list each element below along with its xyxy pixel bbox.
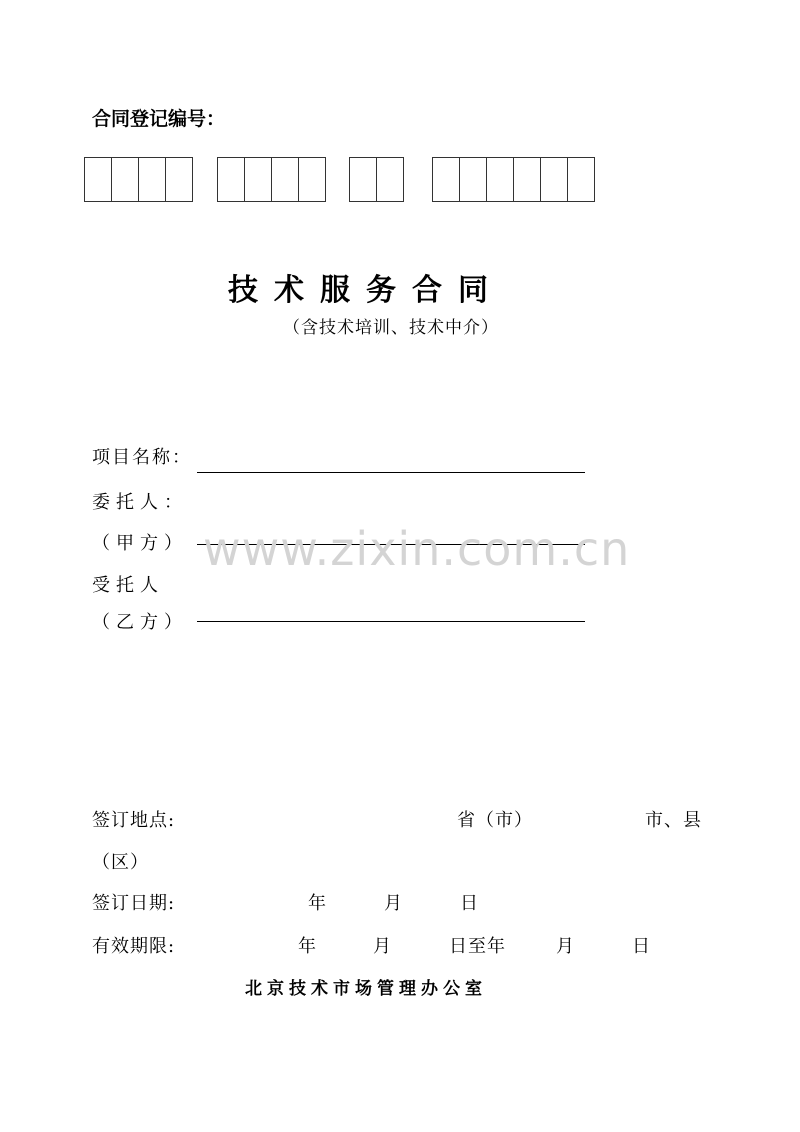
validity-end-month-label: 月 <box>556 936 575 957</box>
trustee-role-label: （乙方） <box>92 612 188 633</box>
trustee-label: 受托人 <box>92 575 164 596</box>
registration-digit-box <box>139 158 166 201</box>
validity-day-to-year-label: 日至年 <box>449 936 506 957</box>
registration-number-label: 合同登记编号： <box>92 108 226 130</box>
signing-place-label: 签订地点: <box>92 810 176 831</box>
project-name-line <box>197 472 585 473</box>
issuing-office: 北京技术市场管理办公室 <box>245 979 487 999</box>
project-name-label: 项目名称： <box>92 447 192 468</box>
registration-digit-box <box>166 158 193 201</box>
registration-digit-box <box>272 158 299 201</box>
signing-year-label: 年 <box>308 893 327 914</box>
registration-digit-box <box>112 158 139 201</box>
registration-digit-box <box>218 158 245 201</box>
registration-digit-box <box>299 158 326 201</box>
registration-box-group-3 <box>349 157 404 202</box>
registration-digit-box <box>460 158 487 201</box>
registration-box-group-1 <box>84 157 193 202</box>
registration-digit-box <box>245 158 272 201</box>
validity-start-month-label: 月 <box>373 936 392 957</box>
trustee-line <box>197 621 585 622</box>
registration-digit-box <box>487 158 514 201</box>
district-label: （区） <box>92 852 149 873</box>
registration-digit-box <box>433 158 460 201</box>
signing-date-label: 签订日期: <box>92 893 176 914</box>
registration-digit-box <box>85 158 112 201</box>
watermark: www.zixin.com.cn <box>203 522 631 576</box>
client-label: 委托人： <box>92 492 188 513</box>
validity-end-day-label: 日 <box>632 936 651 957</box>
registration-box-group-2 <box>217 157 326 202</box>
province-label: 省（市） <box>457 810 533 831</box>
client-role-label: （甲方） <box>92 533 188 554</box>
registration-box-group-4 <box>432 157 595 202</box>
contract-title: 技术服务合同 <box>228 273 504 308</box>
registration-digit-box <box>541 158 568 201</box>
validity-label: 有效期限: <box>92 936 176 957</box>
contract-subtitle: （含技术培训、技术中介） <box>283 318 499 338</box>
signing-day-label: 日 <box>460 893 479 914</box>
validity-start-year-label: 年 <box>298 936 317 957</box>
registration-digit-box <box>568 158 595 201</box>
city-county-label: 市、县 <box>645 810 702 831</box>
signing-month-label: 月 <box>384 893 403 914</box>
registration-digit-box <box>350 158 377 201</box>
registration-digit-box <box>514 158 541 201</box>
registration-digit-box <box>377 158 404 201</box>
